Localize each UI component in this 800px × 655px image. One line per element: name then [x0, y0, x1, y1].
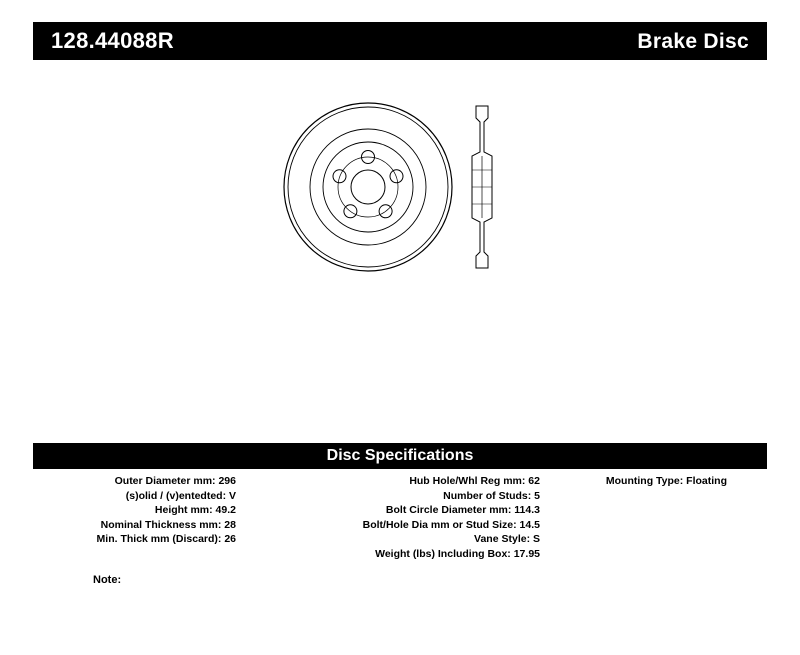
- spec-column-middle: [240, 474, 550, 561]
- spec-columns: [33, 474, 767, 561]
- spec-section-title: Disc Specifications: [326, 447, 474, 464]
- spec-column-left: [33, 474, 240, 547]
- spec-item: Weight (lbs) Including Box: 17.95: [375, 547, 540, 560]
- part-number: 128.44088R: [51, 28, 174, 53]
- spec-item: Outer Diameter mm: 296: [114, 475, 236, 487]
- spec-item: Mounting Type: Floating: [605, 475, 727, 487]
- spec-item: Bolt Circle Diameter mm: 114.3: [385, 504, 540, 516]
- spec-item: Bolt/Hole Dia mm or Stud Size: 14.5: [362, 518, 540, 531]
- page-title: Brake Disc: [637, 29, 749, 53]
- spec-item: Min. Thick mm (Discard): 26: [96, 533, 236, 545]
- product-drawing: [280, 92, 540, 282]
- rotor-edge-view: [472, 106, 492, 268]
- spec-item: Nominal Thickness mm: 28: [100, 518, 236, 531]
- spec-section-header: [33, 443, 767, 469]
- note-label: Note:: [93, 574, 122, 586]
- spec-item: Vane Style: S: [474, 533, 540, 545]
- note-row: [33, 570, 767, 588]
- header-bar: [33, 22, 767, 60]
- spec-item: Height mm: 49.2: [154, 504, 236, 516]
- spec-column-right: [550, 474, 767, 489]
- spec-item: Number of Studs: 5: [443, 489, 540, 502]
- spec-item: (s)olid / (v)entedted: V: [125, 489, 236, 502]
- rotor-face-view: [284, 103, 452, 271]
- spec-item: Hub Hole/Whl Reg mm: 62: [409, 475, 540, 487]
